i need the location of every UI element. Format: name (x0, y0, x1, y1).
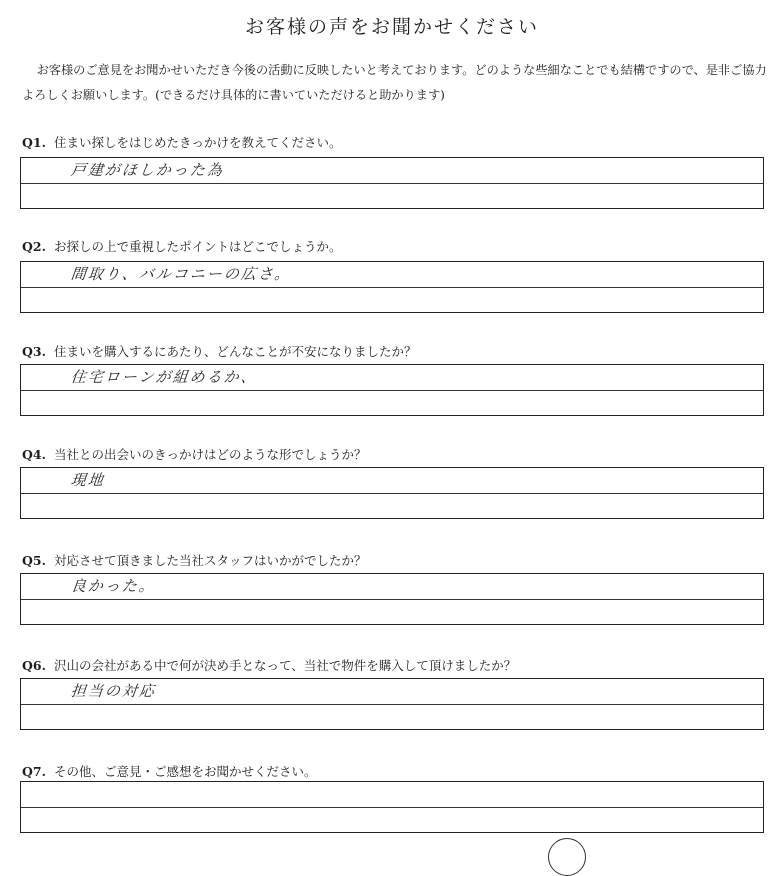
answer-box-1[interactable] (20, 157, 764, 209)
question-1-label: Q1. (22, 135, 46, 150)
answer-box-6-divider (21, 704, 763, 705)
question-5 (22, 551, 770, 569)
answer-box-2[interactable] (20, 261, 764, 313)
answer-box-5-divider (21, 599, 763, 600)
answer-box-3-divider (21, 390, 763, 391)
circle-stamp-mark (548, 838, 586, 876)
answer-box-7-divider (21, 807, 763, 808)
answer-box-5[interactable] (20, 573, 764, 625)
answer-box-2-divider (21, 287, 763, 288)
answer-box-7[interactable] (20, 781, 764, 833)
question-7-text: その他、ご意見・ご感想をお聞かせください。 (53, 764, 317, 779)
answer-box-1-divider (21, 183, 763, 184)
answer-box-3[interactable] (20, 364, 764, 416)
question-4 (22, 445, 770, 463)
question-5-text: 対応させて頂きました当社スタッフはいかがでしたか？ (53, 553, 367, 568)
answer-2-text: 間取り、バルコニーの広さ。 (70, 265, 293, 283)
question-3-label: Q3. (22, 344, 46, 359)
answer-3-text: 住宅ローンが組めるか、 (70, 368, 259, 386)
question-2-text: お探しの上で重視したポイントはどこでしょうか。 (53, 239, 342, 254)
question-6 (22, 656, 770, 674)
question-3-text: 住まいを購入するにあたり、どんなことが不安になりましたか？ (53, 344, 417, 359)
question-4-text: 当社との出会いのきっかけはどのような形でしょうか？ (53, 447, 367, 462)
answer-4-text: 現地 (70, 471, 106, 489)
question-3 (22, 342, 770, 360)
question-6-label: Q6. (22, 658, 46, 673)
question-2-label: Q2. (22, 239, 46, 254)
answer-box-6[interactable] (20, 678, 764, 730)
question-2 (22, 237, 770, 255)
intro-text: お客様のご意見をお聞かせいただき今後の活動に反映したいと考えております。どのような些細なことでも結構ですので、是非ご協力よろしくお願いします。(できるだけ具体的に書いていただけると助かります) (22, 63, 767, 102)
question-1 (22, 133, 770, 151)
question-7 (22, 762, 770, 780)
answer-box-4-divider (21, 493, 763, 494)
question-7-label: Q7. (22, 764, 46, 779)
question-6-text: 沢山の会社がある中で何が決め手となって、当社で物件を購入して頂けましたか？ (53, 658, 517, 673)
answer-5-text: 良かった。 (70, 577, 157, 595)
answer-6-text: 担当の対応 (70, 682, 157, 700)
question-1-text: 住まい探しをはじめたきっかけを教えてください。 (53, 135, 342, 150)
answer-1-text: 戸建がほしかった為 (70, 161, 225, 179)
page-title: お客様の声をお聞かせください (244, 16, 539, 38)
question-5-label: Q5. (22, 553, 46, 568)
question-4-label: Q4. (22, 447, 46, 462)
answer-box-4[interactable] (20, 467, 764, 519)
